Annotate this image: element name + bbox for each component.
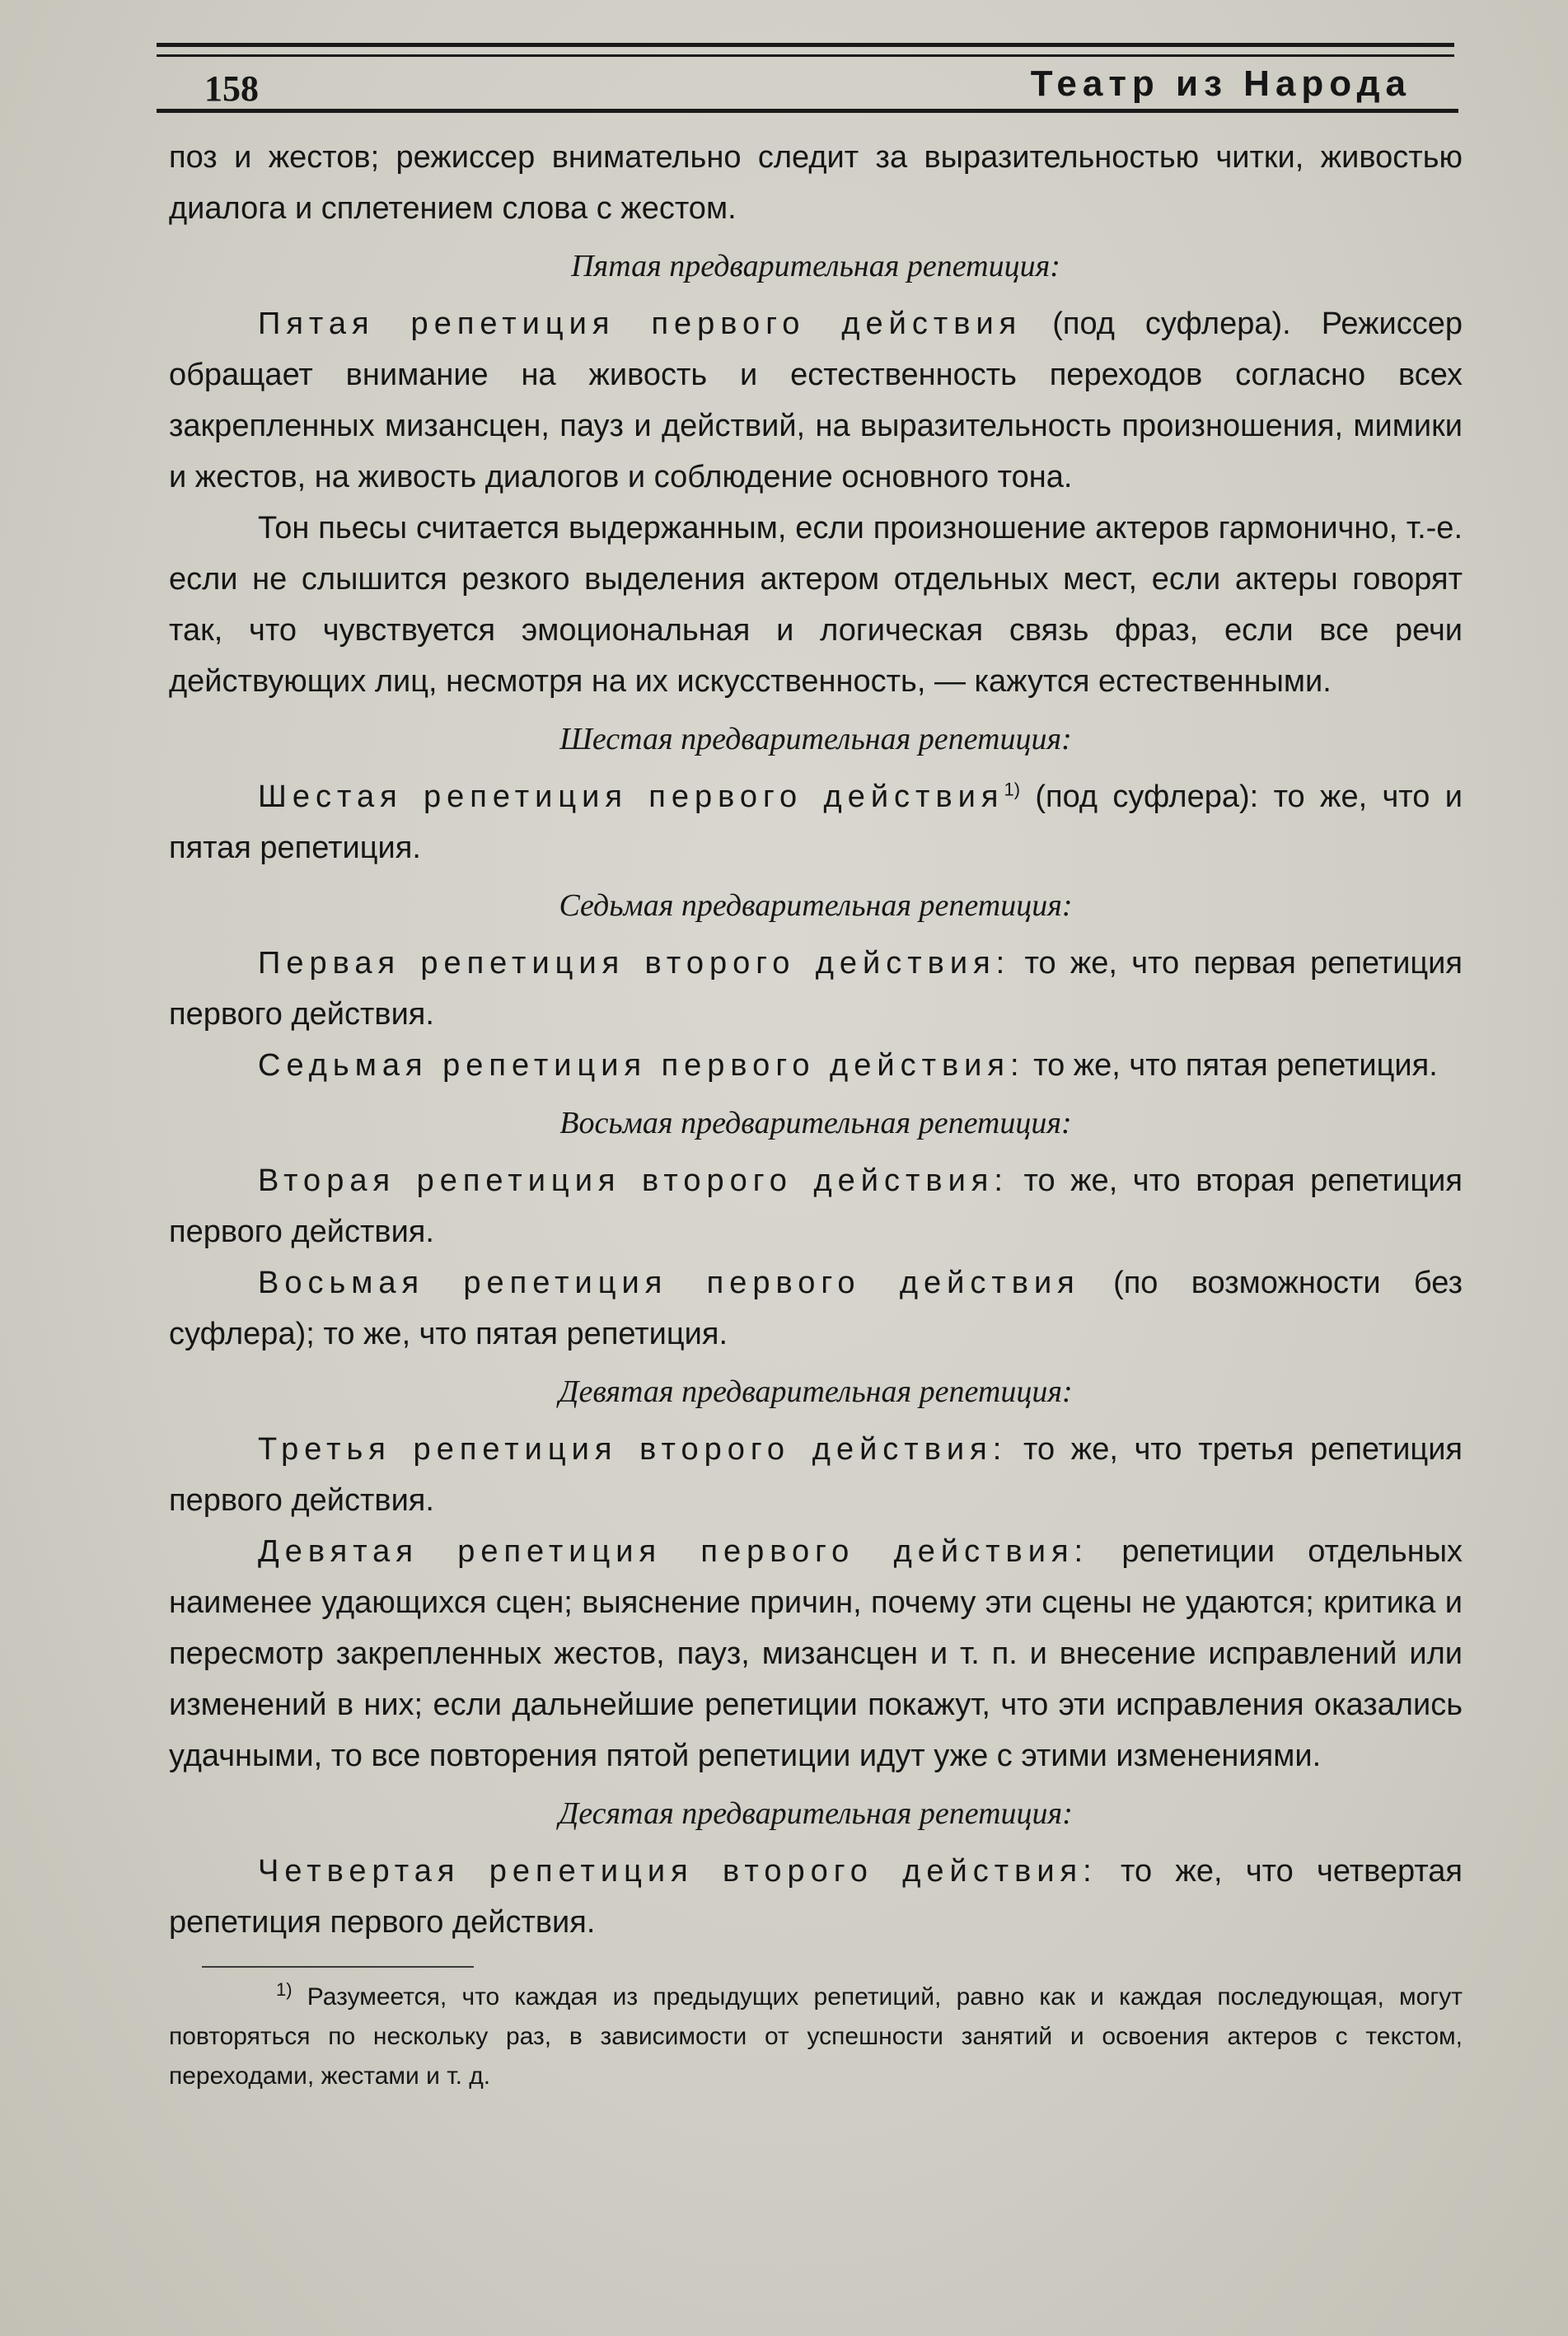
spaced-lead: Пятая репетиция первого действия [258, 307, 1023, 341]
paragraph-second-of-second-act [169, 1155, 1463, 1257]
paragraph-text: то же, что первая репетиция первого действия. [169, 946, 1463, 1032]
page-number: 158 [204, 68, 259, 109]
header-rule-bottom [157, 109, 1458, 113]
section-heading-eighth: Восьмая предварительная репетиция: [559, 1106, 1072, 1140]
paragraph-ninth-rehearsal [169, 1526, 1463, 1781]
paragraph-tone: Тон пьесы считается выдержанным, если произношение актеров гармонично, т.-е. если не слышится резкого выделения актером отдельных мест, если актеры говорят так, что чувствуется эмоциональная и логическая связь фраз, если все речи действующих лиц, несмотря на их искусственность, — кажутся естественными. [169, 511, 1463, 699]
spaced-lead: Третья репетиция второго действия: [258, 1432, 1008, 1467]
paragraph-text: (под суфлера): то же, что и пятая репетиция. [169, 779, 1463, 865]
paragraph-text: то же, что третья репетиция первого действия. [169, 1432, 1463, 1518]
section-heading-tenth: Десятая предварительная репетиция: [559, 1796, 1073, 1831]
paragraph-text: (под суфлера). Режиссер обращает внимание на живость и естественность переходов согласно всех закрепленных мизансцен, пауз и действий, на выразительность произношения, мимики и жестов, на живость диалогов и соблюдение основного тона. [169, 307, 1463, 494]
paragraph-sixth-rehearsal [169, 771, 1463, 873]
spaced-lead: Седьмая репетиция первого действия: [258, 1048, 1025, 1083]
spaced-lead: Первая репетиция второго действия: [258, 946, 1011, 981]
paragraph-eighth-rehearsal [169, 1257, 1463, 1360]
section-heading-ninth: Девятая предварительная репетиция: [559, 1374, 1073, 1409]
spaced-lead: Вторая репетиция второго действия: [258, 1163, 1009, 1198]
paragraph-continuation: поз и жестов; режиссер внимательно следит за выразительностью читки, живостью диалога и сплетением слова с жестом. [169, 140, 1463, 226]
paragraph-text: то же, что вторая репетиция первого действия. [169, 1163, 1463, 1249]
paragraph-text: то же, что пятая репетиция. [1024, 1048, 1438, 1083]
paragraph-text: то же, что четвертая репетиция первого действия. [169, 1854, 1463, 1940]
spaced-lead: Девятая репетиция первого действия: [258, 1534, 1089, 1569]
footnote-reference: 1) [1004, 779, 1021, 800]
paragraph-text: (по возможности без суфлера); то же, что пятая репетиция. [169, 1266, 1463, 1351]
paragraph-fifth-rehearsal [169, 298, 1463, 503]
paragraph-text: репетиции отдельных наименее удающихся сцен; выяснение причин, почему эти сцены не удаются; критика и пересмотр закрепленных жестов, пауз, мизансцен и т. п. и внесение исправлений или изменений в них; если дальнейшие репетиции покажут, что эти исправления оказались удачными, то все повторения пятой репетиции идут уже с этими изменениями. [169, 1534, 1463, 1773]
footnote-divider [202, 1966, 474, 1968]
spaced-lead: Восьмая репетиция первого действия [258, 1266, 1080, 1300]
paragraph-first-of-second-act [169, 938, 1463, 1040]
paragraph-seventh-rehearsal [169, 1040, 1463, 1091]
section-heading-fifth: Пятая предварительная репетиция: [571, 249, 1060, 283]
footnote [169, 1978, 1463, 2096]
paragraph-third-of-second-act [169, 1424, 1463, 1526]
footnote-marker: 1) [276, 1979, 293, 2000]
section-heading-seventh: Седьмая предварительная репетиция: [559, 888, 1073, 923]
paragraph-fourth-of-second-act [169, 1846, 1463, 1948]
footnote-text: Разумеется, что каждая из предыдущих репетиций, равно как и каждая последующая, могут повторяться по нескольку раз, в зависимости от успешности занятий и освоения актеров с текстом, переходами, жестами и т. д. [169, 1983, 1463, 2090]
body-text [169, 132, 1463, 2096]
section-heading-sixth: Шестая предварительная репетиция: [559, 722, 1072, 756]
header-rule-top [157, 43, 1454, 47]
spaced-lead: Шестая репетиция первого действия [258, 779, 1004, 814]
header-rule-second [157, 54, 1454, 57]
spaced-lead: Четвертая репетиция второго действия: [258, 1854, 1098, 1889]
running-title: Театр из Народа [1030, 63, 1411, 104]
